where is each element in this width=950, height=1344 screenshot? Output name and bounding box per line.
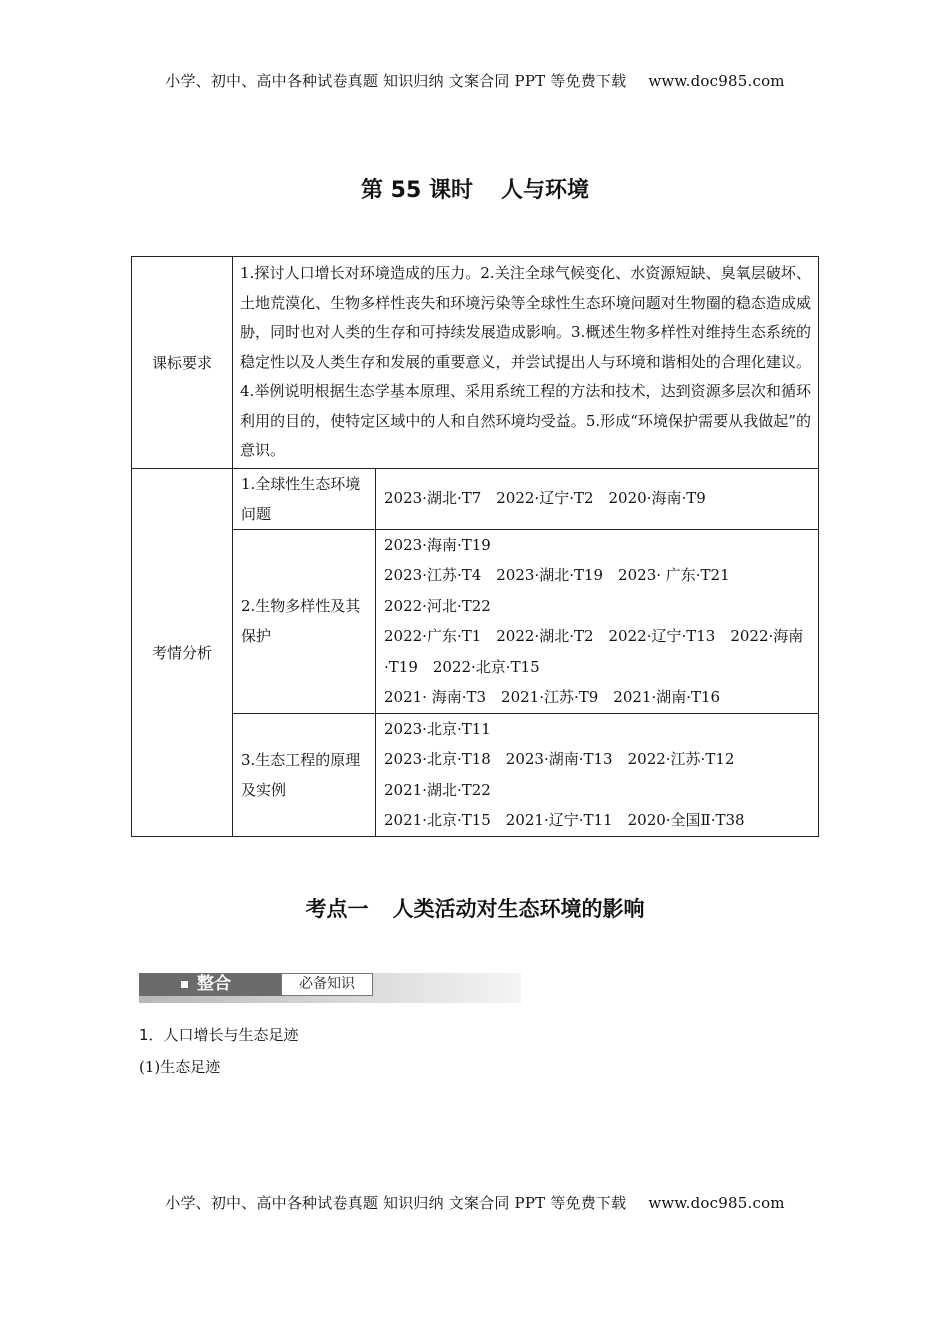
analysis-row <box>132 713 819 836</box>
curriculum-table <box>131 256 819 837</box>
banner-sub-label: 必备知识 <box>281 973 373 996</box>
ref-line: 2021·湖北·T22 <box>384 780 491 799</box>
page-footer <box>0 1192 950 1213</box>
page-title <box>0 173 950 204</box>
section-number: 考点一 <box>305 897 369 921</box>
ref-line: 2023·北京·T18 2023·湖南·T13 2022·江苏·T12 <box>384 750 735 768</box>
ref-line: 2022·广东·T1 2022·湖北·T2 2022·辽宁·T13 2022·海南·T19 2022·北京·T15 <box>384 627 804 676</box>
section-banner <box>139 973 521 1003</box>
sub-subheading: (1)生态足迹 <box>139 1058 221 1076</box>
header-url[interactable]: www.doc985.com <box>648 72 785 90</box>
square-bullet-icon <box>181 981 188 988</box>
refs-global-issues <box>376 468 819 529</box>
page-header <box>0 70 950 91</box>
topic-eco-engineering: 3.生态工程的原理及实例 <box>233 713 376 836</box>
ref-line: 2023·江苏·T4 2023·湖北·T19 2023· 广东·T21 <box>384 566 730 584</box>
ref-line: 2023·海南·T19 <box>384 535 491 554</box>
ref-line: 2021·北京·T15 2021·辽宁·T11 2020·全国Ⅱ·T38 <box>384 811 745 829</box>
refs-biodiversity <box>376 529 819 713</box>
refs-eco-engineering <box>376 713 819 836</box>
topic-global-issues: 1.全球性生态环境问题 <box>233 468 376 529</box>
ref-line: 2021· 海南·T3 2021·江苏·T9 2021·湖南·T16 <box>384 688 721 706</box>
section-title: 人类活动对生态环境的影响 <box>392 897 645 921</box>
analysis-row <box>132 529 819 713</box>
requirements-text: 1.探讨人口增长对环境造成的压力。2.关注全球气候变化、水资源短缺、臭氧层破坏、土地荒漠化、生物多样性丧失和环境污染等全球性生态环境问题对生物圈的稳态造成威胁，同时也对人类的生存和可持续发展造成影响。3.概述生物多样性对维持生态系统的稳定性以及人类生存和发展的重要意义，并尝试提出人与环境和谐相处的合理化建议。4.举例说明根据生态学基本原理、采用系统工程的方法和技术，达到资源多层次和循环利用的目的，使特定区域中的人和自然环境均受益。5.形成“环境保护需要从我做起”的意识。 <box>233 257 819 469</box>
analysis-row <box>132 468 819 529</box>
ref-line: 2023·北京·T11 <box>384 719 491 738</box>
ref-line: 2022·河北·T22 <box>384 596 491 615</box>
footer-text: 小学、初中、高中各种试卷真题 知识归纳 文案合同 PPT 等免费下载 <box>165 1194 627 1212</box>
header-text: 小学、初中、高中各种试卷真题 知识归纳 文案合同 PPT 等免费下载 <box>165 72 627 90</box>
footer-url[interactable]: www.doc985.com <box>648 1194 785 1212</box>
analysis-label: 考情分析 <box>132 468 233 836</box>
banner-main <box>139 973 281 996</box>
lesson-number: 第 55 课时 <box>361 178 473 203</box>
section-heading <box>0 893 950 923</box>
requirements-label: 课标要求 <box>132 257 233 469</box>
lesson-topic: 人与环境 <box>500 178 589 203</box>
subheading: 1．人口增长与生态足迹 <box>139 1026 299 1044</box>
requirements-row <box>132 257 819 469</box>
topic-biodiversity: 2.生物多样性及其保护 <box>233 529 376 713</box>
banner-main-label: 整合 <box>197 974 231 994</box>
ref-line: 2023·湖北·T7 2022·辽宁·T2 2020·海南·T9 <box>384 489 706 508</box>
